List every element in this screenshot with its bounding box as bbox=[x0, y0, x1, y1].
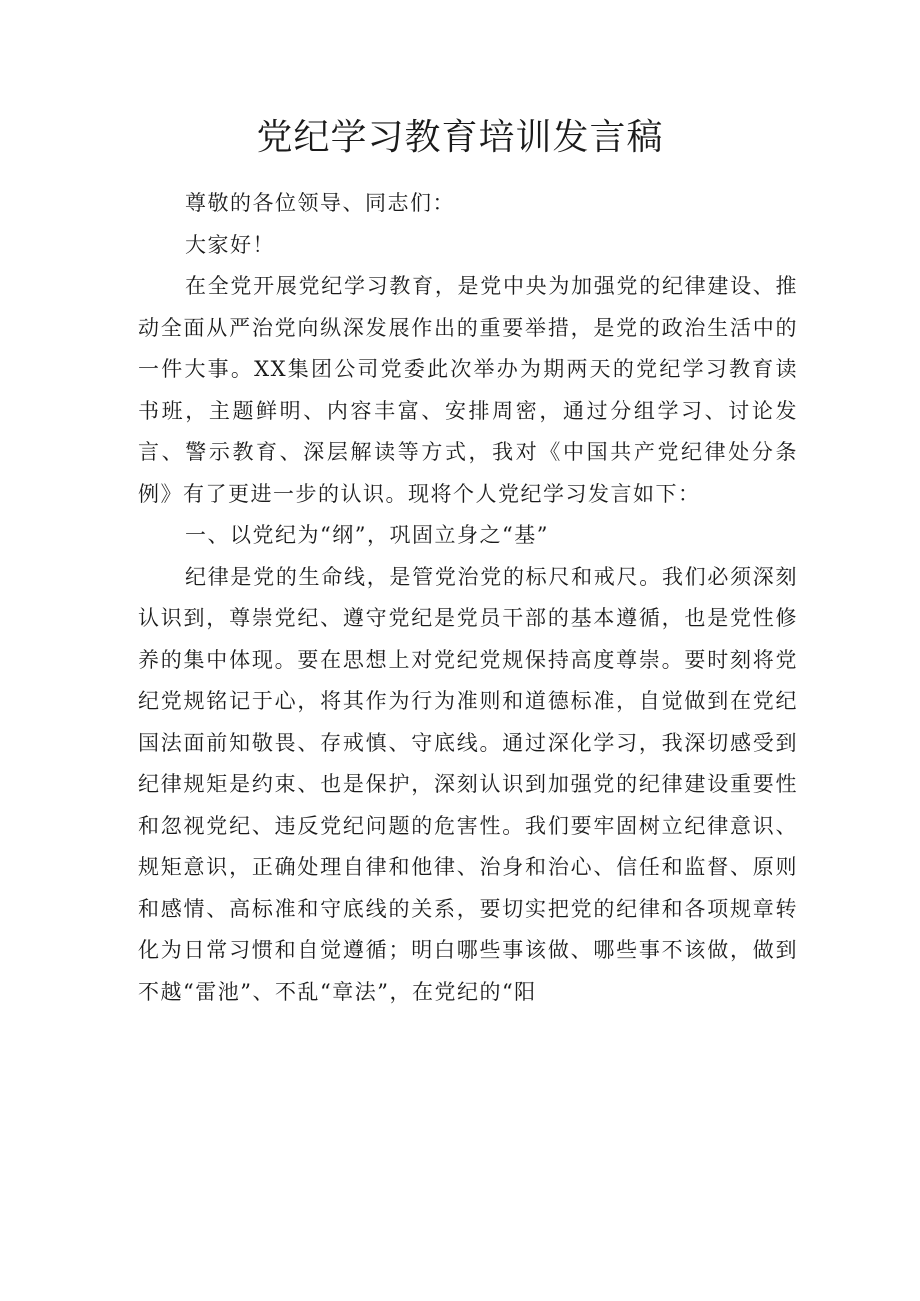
greeting: 大家好！ bbox=[185, 232, 275, 257]
section-paragraph: 纪律是党的生命线，是管党治党的标尺和戒尺。我们必须深刻认识到，尊崇党纪、遵守党纪是党员干部的基本遵循，也是党性修养的集中体现。要在思想上对党纪党规保持高度尊崇。要时刻将党纪党规铭记于心，将其作为行为准则和道德标准，自觉做到在党纪国法面前知敬畏、存戒慎、守底线。通过深化学习，我深切感受到纪律规矩是约束、也是保护，深刻认识到加强党的纪律建设重要性和忽视党纪、违反党纪问题的危害性。我们要牢固树立纪律意识、规矩意识，正确处理自律和他律、治身和治心、信任和监督、原则和感情、高标准和守底线的关系，要切实把党的纪律和各项规章转化为日常习惯和自觉遵循；明白哪些事该做、哪些事不该做，做到不越“雷池”、不乱“章法”，在党纪的“阳 bbox=[138, 564, 798, 1004]
document-body bbox=[138, 183, 798, 1013]
intro-paragraph: 在全党开展党纪学习教育，是党中央为加强党的纪律建设、推动全面从严治党向纵深发展作出的重要举措，是党的政治生活中的一件大事。XX集团公司党委此次举办为期两天的党纪学习教育读书班，主题鲜明、内容丰富、安排周密，通过分组学习、讨论发言、警示教育、深层解读等方式，我对《中国共产党纪律处分条例》有了更进一步的认识。现将个人党纪学习发言如下： bbox=[138, 274, 798, 506]
section-heading: 一、以党纪为“纲”，巩固立身之“基” bbox=[185, 523, 549, 547]
document-title: 党纪学习教育培训发言稿 bbox=[256, 117, 664, 158]
salutation: 尊敬的各位领导、同志们： bbox=[185, 191, 455, 215]
